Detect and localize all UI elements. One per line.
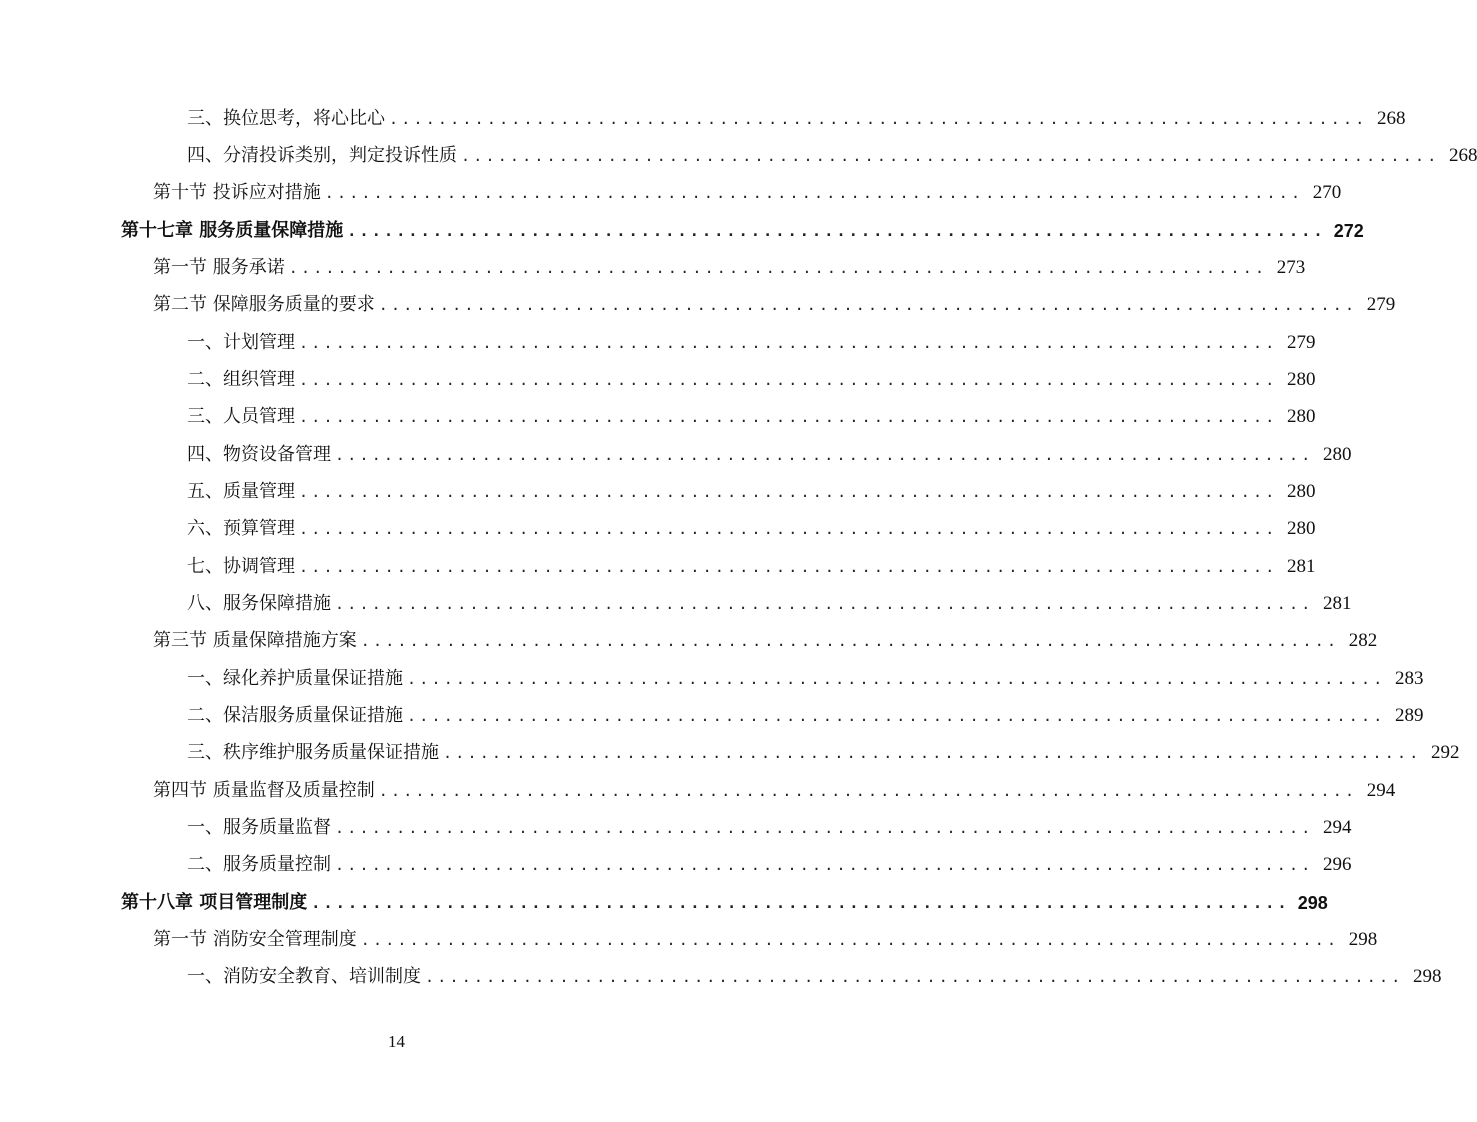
toc-entry[interactable] xyxy=(187,962,1442,992)
toc-entry-title: 六、预算管理 xyxy=(187,518,295,539)
toc-entry[interactable] xyxy=(187,701,1424,731)
toc-entry-page: 298 xyxy=(1348,929,1378,950)
toc-entry-title: 第十八章 项目管理制度 xyxy=(121,892,308,913)
toc-entry-title: 第十节 投诉应对措施 xyxy=(153,182,321,203)
toc-entry[interactable] xyxy=(187,664,1424,694)
toc-entry[interactable] xyxy=(187,477,1316,507)
toc-entry-title: 一、计划管理 xyxy=(187,332,295,353)
toc-entry[interactable] xyxy=(153,253,1306,283)
toc-entry-page: 280 xyxy=(1286,369,1316,390)
toc-dot-leader: ................................................................................ xyxy=(378,296,1358,314)
toc-entry[interactable] xyxy=(187,850,1352,880)
toc-dot-leader: ................................................................................ xyxy=(461,147,1440,165)
toc-entry-page: 281 xyxy=(1322,593,1352,614)
toc-entry-page: 280 xyxy=(1286,481,1316,502)
toc-entry-title: 一、消防安全教育、培训制度 xyxy=(187,966,421,987)
toc-dot-leader: ................................................................................ xyxy=(335,856,1314,874)
toc-entry-page: 280 xyxy=(1286,518,1316,539)
toc-entry[interactable] xyxy=(187,402,1316,432)
toc-entry-page: 280 xyxy=(1286,406,1316,427)
toc-entry-page: 270 xyxy=(1312,182,1342,203)
toc-entry-title: 一、绿化养护质量保证措施 xyxy=(187,668,403,689)
toc-dot-leader: ................................................................................ xyxy=(299,334,1278,352)
toc-entry-page: 283 xyxy=(1394,668,1424,689)
toc-entry-title: 第十七章 服务质量保障措施 xyxy=(121,220,344,241)
toc-entry[interactable] xyxy=(187,328,1316,358)
toc-chapter-entry[interactable] xyxy=(121,216,1364,246)
toc-entry-page: 268 xyxy=(1448,145,1477,166)
toc-dot-leader: ................................................................................ xyxy=(299,483,1278,501)
toc-entry-page: 279 xyxy=(1286,332,1316,353)
toc-entry-page: 268 xyxy=(1376,108,1406,129)
toc-dot-leader: ................................................................................ xyxy=(335,595,1314,613)
toc-entry-title: 一、服务质量监督 xyxy=(187,817,331,838)
toc-entry[interactable] xyxy=(187,141,1477,171)
toc-dot-leader: ................................................................................ xyxy=(288,259,1268,277)
toc-entry[interactable] xyxy=(153,626,1378,656)
toc-entry-title: 二、服务质量控制 xyxy=(187,854,331,875)
toc-dot-leader: ................................................................................ xyxy=(360,632,1340,650)
toc-entry-title: 三、换位思考，将心比心 xyxy=(187,108,385,129)
toc-entry-title: 二、组织管理 xyxy=(187,369,295,390)
toc-chapter-entry[interactable] xyxy=(121,888,1328,918)
toc-entry-page: 272 xyxy=(1333,221,1364,241)
toc-entry-page: 273 xyxy=(1276,257,1306,278)
toc-entry-title: 四、物资设备管理 xyxy=(187,444,331,465)
toc-dot-leader: ................................................................................ xyxy=(299,558,1278,576)
toc-entry-title: 第三节 质量保障措施方案 xyxy=(153,630,357,651)
toc-entry-title: 五、质量管理 xyxy=(187,481,295,502)
toc-dot-leader: ................................................................................ xyxy=(324,184,1304,202)
toc-entry[interactable] xyxy=(187,589,1352,619)
toc-dot-leader: ................................................................................ xyxy=(335,446,1314,464)
toc-dot-leader: ................................................................................ xyxy=(360,931,1340,949)
toc-entry-page: 282 xyxy=(1348,630,1378,651)
toc-dot-leader: ................................................................................ xyxy=(407,707,1386,725)
toc-entry-title: 四、分清投诉类别，判定投诉性质 xyxy=(187,145,457,166)
page-number: 14 xyxy=(388,1032,405,1051)
toc-dot-leader: ................................................................................ xyxy=(311,894,1290,912)
toc-entry[interactable] xyxy=(153,925,1378,955)
toc-entry[interactable] xyxy=(153,776,1396,806)
toc-entry[interactable] xyxy=(187,365,1316,395)
toc-entry-title: 第一节 服务承诺 xyxy=(153,257,285,278)
toc-dot-leader: ................................................................................ xyxy=(299,371,1278,389)
toc-entry-page: 281 xyxy=(1286,556,1316,577)
toc-dot-leader: ................................................................................ xyxy=(299,408,1278,426)
toc-dot-leader: ................................................................................ xyxy=(347,222,1326,240)
toc-entry[interactable] xyxy=(187,514,1316,544)
toc-entry-title: 八、服务保障措施 xyxy=(187,593,331,614)
toc-entry[interactable] xyxy=(153,178,1342,208)
toc-entry[interactable] xyxy=(187,552,1316,582)
toc-entry-page: 280 xyxy=(1322,444,1352,465)
toc-entry[interactable] xyxy=(153,290,1396,320)
toc-dot-leader: ................................................................................ xyxy=(335,819,1314,837)
toc-entry-title: 第四节 质量监督及质量控制 xyxy=(153,780,375,801)
toc-entry-page: 294 xyxy=(1366,780,1396,801)
toc-entry-title: 第二节 保障服务质量的要求 xyxy=(153,294,375,315)
toc-dot-leader: ................................................................................ xyxy=(389,110,1368,128)
toc-entry-title: 七、协调管理 xyxy=(187,556,295,577)
toc-entry-page: 279 xyxy=(1366,294,1396,315)
toc-entry-page: 289 xyxy=(1394,705,1424,726)
toc-entry-page: 298 xyxy=(1412,966,1442,987)
toc-entry-page: 298 xyxy=(1297,893,1328,913)
toc-entry[interactable] xyxy=(187,813,1352,843)
toc-entry-title: 第一节 消防安全管理制度 xyxy=(153,929,357,950)
toc-entry-page: 294 xyxy=(1322,817,1352,838)
toc-entry-page: 292 xyxy=(1430,742,1460,763)
toc-dot-leader: ................................................................................ xyxy=(378,782,1358,800)
toc-entry[interactable] xyxy=(187,104,1406,134)
toc-dot-leader: ................................................................................ xyxy=(407,670,1386,688)
toc-entry-title: 三、秩序维护服务质量保证措施 xyxy=(187,742,439,763)
toc-dot-leader: ................................................................................ xyxy=(299,520,1278,538)
toc-dot-leader: ................................................................................ xyxy=(425,968,1404,986)
toc-entry[interactable] xyxy=(187,440,1352,470)
toc-entry-page: 296 xyxy=(1322,854,1352,875)
toc-entry-title: 二、保洁服务质量保证措施 xyxy=(187,705,403,726)
toc-entry-title: 三、人员管理 xyxy=(187,406,295,427)
toc-dot-leader: ................................................................................ xyxy=(443,744,1422,762)
toc-entry[interactable] xyxy=(187,738,1460,768)
